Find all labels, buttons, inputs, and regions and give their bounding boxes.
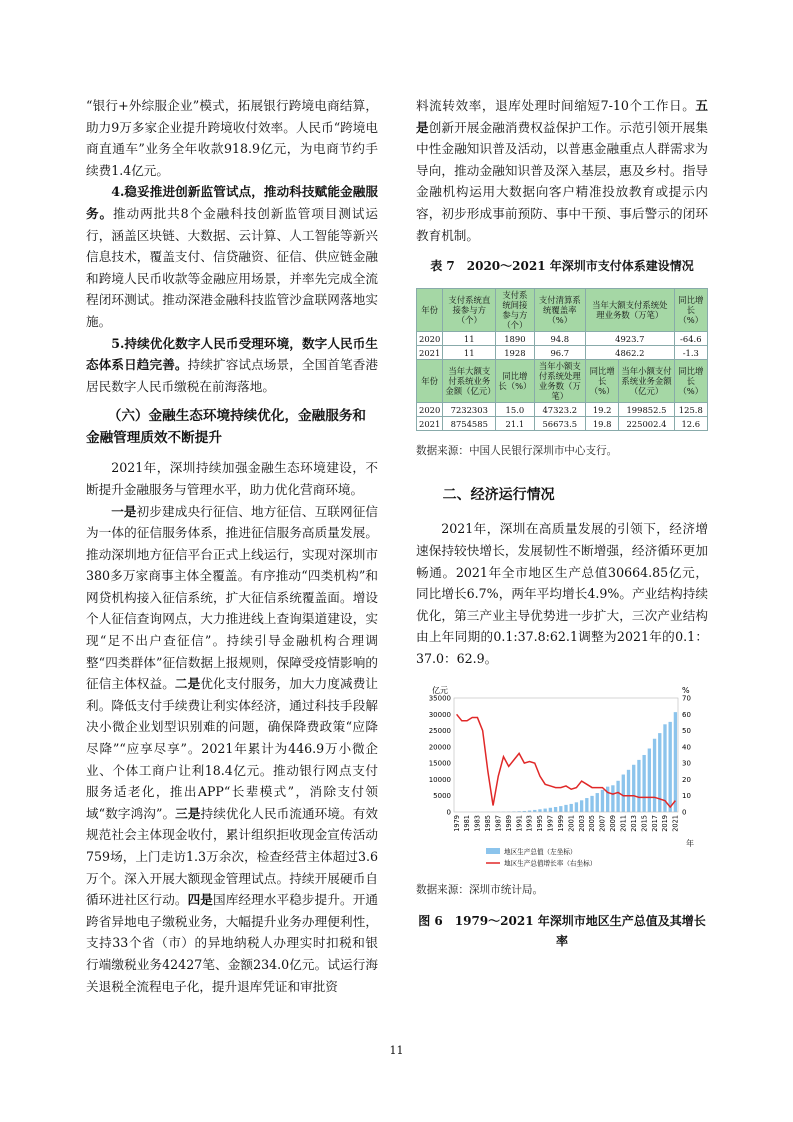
gdp-bar [585, 798, 588, 812]
x-tick-label: 1997 [546, 814, 555, 832]
table-caption: 表 7 2020～2021 年深圳市支付体系建设情况 [430, 259, 694, 274]
table-cell: 11 [443, 346, 496, 360]
x-tick-label: 2013 [629, 814, 638, 832]
legend-label: 地区生产总值（左坐标） [504, 847, 577, 856]
x-tick-label: 1995 [536, 814, 545, 832]
left-column [86, 95, 378, 997]
table-source: 数据来源：中国人民银行深圳市中心支行。 [416, 445, 618, 458]
y-tick-label-right: 10 [682, 791, 691, 800]
table-header-cell: 支付系统间接参与方（个） [496, 289, 534, 332]
bold-lead: 4.稳妥推进创新监管试点，推动科技赋能金融服务。 [86, 184, 378, 221]
gdp-bar [637, 759, 640, 811]
table-cell: 1890 [496, 332, 534, 346]
table-header-cell: 当年大额支付系统处理业务数（万笔） [585, 289, 674, 332]
paragraph: “银行+外综服企业”模式，拓展银行跨境电商结算，助力9万多家企业提升跨境收付效率。人民币“跨境电商直通车”业务全年收款918.9亿元，为电商节约手续费1.4亿元。 [86, 98, 378, 178]
section-heading: 二、经济运行情况 [442, 486, 555, 503]
chart-svg [416, 682, 708, 872]
gdp-bar [627, 769, 630, 811]
y-tick-label-left: 10000 [428, 775, 451, 784]
gdp-bar [559, 806, 562, 812]
y-tick-label-right: 0 [682, 808, 687, 816]
section-heading: （六）金融生态环境持续优化，金融服务和金融管理质效不断提升 [86, 408, 367, 447]
bold-lead: 一是 [111, 503, 137, 519]
paragraph-text: 创新开展金融消费权益保护工作。示范引领开展集中性金融知识普及活动，以普惠金融重点人群需求为导向，推动金融知识普及深入基层，惠及乡村。指导金融机构运用大数据向客户精准投放教育或提示内容，初步形成事前预防、事中干预、事后警示的闭环教育机制。 [416, 119, 709, 243]
paragraph-text: 料流转效率，退库处理时间缩短7-10个工作日。 [416, 98, 696, 113]
x-tick-label: 1993 [525, 814, 534, 832]
y-tick-label-right: 20 [682, 775, 691, 784]
table-header-cell: 当年小额支付系统业务金额（亿元） [619, 360, 674, 403]
table-cell: 96.7 [534, 346, 585, 360]
table-cell: 2021 [417, 417, 443, 431]
gdp-bar [554, 807, 557, 812]
x-tick-label: 2021 [671, 814, 680, 832]
bold-lead: 5.持续优化数字人民币受理环境，数字人民币生态体系日趋完善。 [86, 335, 378, 373]
x-axis-label: 年 [686, 838, 694, 848]
table-cell: 8754585 [443, 417, 496, 431]
table-cell: -1.3 [674, 346, 707, 360]
y-tick-label-right: 40 [682, 742, 691, 751]
payment-table [416, 288, 708, 431]
paragraph: 2021年，深圳在高质量发展的引领下，经济增速保持较快增长，发展韧性不断增强，经济循环更加畅通。2021年全市地区生产总值30664.85亿元，同比增长6.7%，两年平均增长4.9%。产业结构持续优化，第三产业主导优势进一步扩大，三次产业结构由上年同期的0.1:37.8:62.1调整为2021年的0.1：37.0：62.9。 [416, 521, 708, 666]
x-tick-label: 1999 [556, 814, 565, 832]
paragraph-text: 推动两批共8个金融科技创新监管项目测试运行，涵盖区块链、大数据、云计算、人工智能等新兴信息技术，覆盖支付、信贷融资、征信、供应链金融和跨境人民币收款等金融应用场景，并率先完成全流程闭环测试。推动深港金融科技监管沙盒联网落地实施。 [86, 205, 378, 329]
table-cell: 12.6 [674, 417, 707, 431]
left-axis-unit: 亿元 [432, 685, 448, 695]
bold-lead: 三是 [175, 805, 201, 821]
gdp-bar [642, 754, 645, 811]
page-number: 11 [389, 1044, 404, 1057]
gdp-chart [416, 682, 708, 872]
table-cell: 1928 [496, 346, 534, 360]
gdp-bar [549, 807, 552, 811]
table-cell: 47323.2 [534, 403, 585, 417]
y-tick-label-left: 35000 [428, 694, 451, 702]
x-tick-label: 2011 [619, 814, 628, 832]
y-tick-label-left: 30000 [428, 710, 451, 719]
gdp-bar [575, 802, 578, 812]
x-tick-label: 2017 [650, 814, 659, 832]
table-header-cell: 同比增长（%） [585, 360, 618, 403]
y-tick-label-left: 20000 [428, 742, 451, 751]
table-header-cell: 同比增长（%） [496, 360, 534, 403]
table-cell: 199852.5 [619, 403, 674, 417]
y-tick-label-left: 5000 [433, 791, 451, 800]
table-cell: 21.1 [496, 417, 534, 431]
x-tick-label: 2019 [661, 814, 670, 832]
gdp-bar [622, 774, 625, 811]
paragraph-text: 持续优化人民币流通环境。有效规范社会主体现金收付，累计组织拒收现金宣传活动759场，上门走访1.3万余次，检查经营主体超过3.6万个。深入开展大额现金管理试点。持续开展硬币自循环进社区行动。 [86, 805, 379, 908]
legend-bar-swatch [486, 848, 500, 854]
gdp-bar [543, 808, 546, 811]
table-cell: 15.0 [496, 403, 534, 417]
table-header-cell: 年份 [417, 289, 443, 332]
gdp-bar [533, 809, 536, 811]
table-cell: 7232303 [443, 403, 496, 417]
gdp-bar [596, 793, 599, 812]
table-cell: 225002.4 [619, 417, 674, 431]
table-cell: 2020 [417, 332, 443, 346]
y-tick-label-left: 0 [446, 808, 451, 816]
table-cell: 2021 [417, 346, 443, 360]
right-axis-unit: % [682, 685, 690, 695]
paragraph [86, 333, 378, 398]
table-cell: 94.8 [534, 332, 585, 346]
gdp-bar [570, 803, 573, 811]
y-tick-label-right: 70 [682, 694, 691, 702]
gdp-bar [590, 795, 593, 811]
gdp-bar [669, 721, 672, 811]
x-tick-label: 2015 [640, 814, 649, 832]
table-cell: 19.2 [585, 403, 618, 417]
table-header-cell: 支付系统直接参与方（个） [443, 289, 496, 332]
x-tick-label: 2009 [609, 814, 618, 832]
y-tick-label-left: 15000 [428, 759, 451, 768]
table-cell: 11 [443, 332, 496, 346]
x-tick-label: 1981 [463, 814, 472, 832]
x-tick-label: 1987 [494, 814, 503, 832]
paragraph [416, 95, 708, 246]
y-tick-label-right: 60 [682, 710, 691, 719]
chart-source: 数据来源：深圳市统计局。 [416, 883, 544, 896]
gdp-bar [663, 724, 666, 812]
paragraph [86, 501, 378, 998]
x-tick-label: 1989 [504, 814, 513, 832]
gdp-bar [616, 780, 619, 811]
table-cell: 125.8 [674, 403, 707, 417]
gdp-bar [611, 785, 614, 812]
paragraph [86, 181, 378, 332]
x-tick-label: 2001 [567, 814, 576, 832]
x-tick-label: 2003 [577, 814, 586, 832]
x-tick-label: 2005 [588, 814, 597, 832]
paragraph-text: 优化支付服务，加大力度减费让利。降低支付手续费让利实体经济，通过科技手段解决小微企业划型识别难的问题，确保降费政策“应降尽降”“应享尽享”。2021年累计为446.9万小微企业、个体工商户让利18.4亿元。推动银行网点支付服务适老化，推出APP“长辈模式”，消除支付领域“数字鸿沟”。 [86, 676, 379, 821]
table-cell: 2020 [417, 403, 443, 417]
paragraph-text: 初步建成央行征信、地方征信、互联网征信为一体的征信服务体系，推进征信服务高质量发展。推动深圳地方征信平台正式上线运行，实现对深圳市380多万家商事主体全覆盖。有序推动“四类机构”和网贷机构接入征信系统，扩大征信系统覆盖面。增设个人征信查询网点，大力推进线上查询渠道建设，实现“足不出户查征信”。持续引导金融机构合理调整“四类群体”征信数据上报规则，保障受疫情影响的征信主体权益。 [86, 503, 378, 692]
figure-caption: 图 6 1979～2021 年深圳市地区生产总值及其增长率 [418, 914, 706, 949]
paragraph-text: 国库经理水平稳步提升。开通跨省异地电子缴税业务，大幅提升业务办理便利性，支持33个省（市）的异地纳税人办理实时扣税和银行端缴税业务42427笔、金额234.0亿元。试运行海关退税全流程电子化，提升退库凭证和审批资 [86, 892, 379, 994]
gdp-bar [648, 748, 651, 811]
bold-lead: 五是 [416, 98, 708, 135]
gdp-bar [580, 800, 583, 812]
table-header-cell: 同比增长（%） [674, 360, 707, 403]
paragraph: 2021年，深圳持续加强金融生态环境建设，不断提升金融服务与管理水平，助力优化营商环境。 [86, 460, 378, 497]
paragraph-text: 持续扩容试点场景，全国首笔香港居民数字人民币缴税在前海落地。 [86, 357, 379, 394]
table-cell: 19.8 [585, 417, 618, 431]
gdp-bar [601, 789, 604, 811]
table-cell: -64.6 [674, 332, 707, 346]
gdp-bar [653, 738, 656, 811]
bold-lead: 四是 [187, 892, 214, 908]
x-tick-label: 1983 [473, 814, 482, 832]
table-cell: 56673.5 [534, 417, 585, 431]
gdp-bar [658, 733, 661, 812]
table-header-cell: 当年小额支付系统处理业务数（万笔） [534, 360, 585, 403]
table-header-cell: 当年大额支付系统业务金额（亿元） [443, 360, 496, 403]
legend-label: 地区生产总值增长率（右坐标） [504, 859, 597, 867]
gdp-bar [538, 809, 541, 812]
y-tick-label-right: 50 [682, 726, 691, 735]
table-cell: 4923.7 [585, 332, 674, 346]
x-tick-label: 2007 [598, 814, 607, 832]
table-header-cell: 年份 [417, 360, 443, 403]
table-cell: 4862.2 [585, 346, 674, 360]
y-tick-label-left: 25000 [428, 726, 451, 735]
gdp-bar [632, 764, 635, 811]
x-tick-label: 1985 [484, 814, 493, 832]
y-tick-label-right: 30 [682, 759, 691, 768]
gdp-bar [674, 712, 677, 812]
bold-lead: 二是 [174, 676, 201, 692]
right-column [416, 95, 708, 951]
table-header-cell: 支付清算系统覆盖率（%） [534, 289, 585, 332]
x-tick-label: 1991 [515, 814, 524, 832]
x-tick-label: 1979 [452, 814, 461, 832]
gdp-bar [564, 804, 567, 811]
table-header-cell: 同比增长（%） [674, 289, 707, 332]
